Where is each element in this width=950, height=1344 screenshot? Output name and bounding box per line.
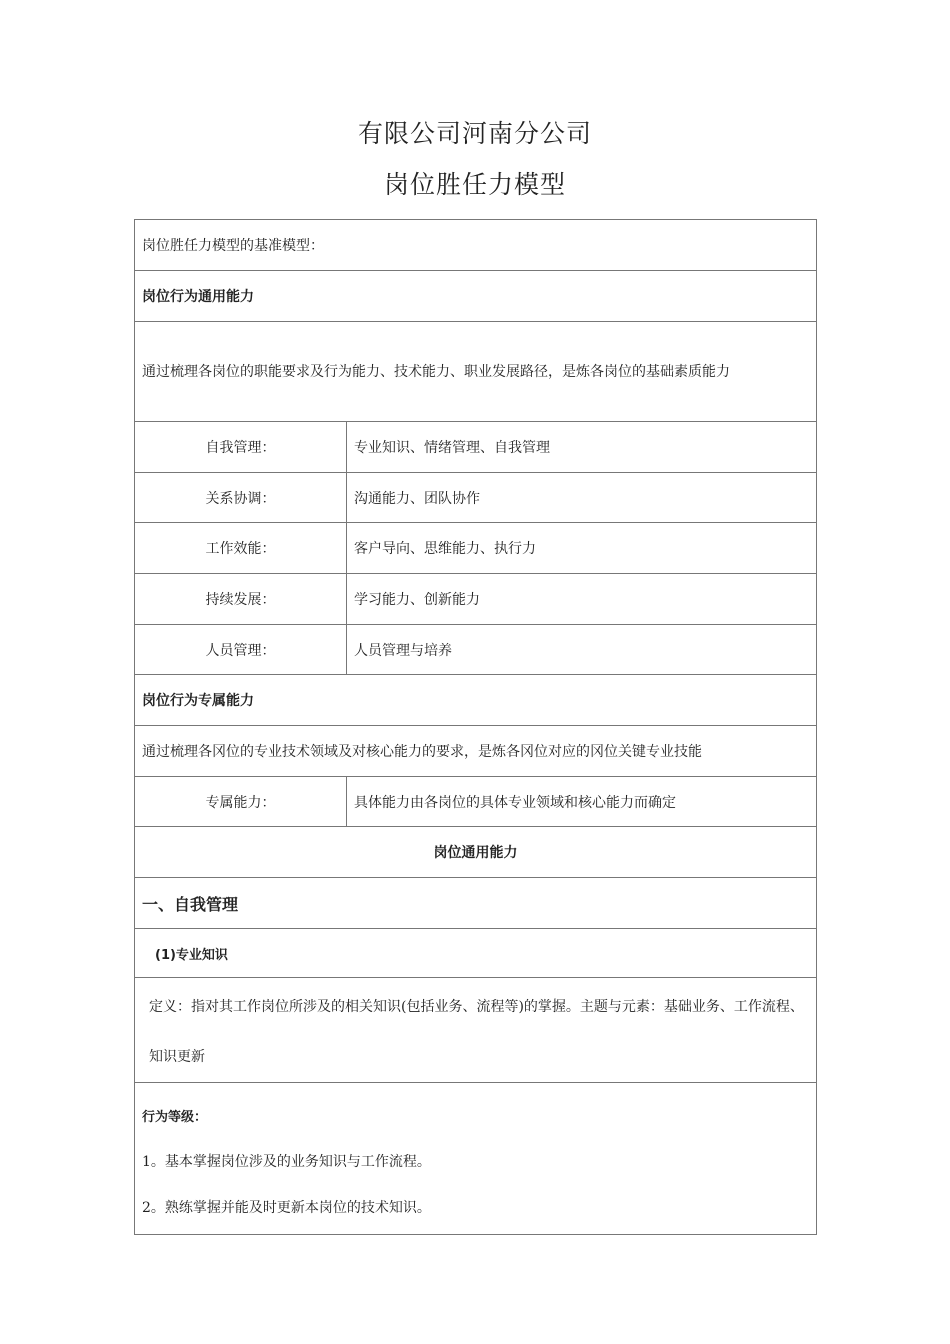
row-label: 关系协调： (135, 473, 347, 523)
row-value: 学习能力、创新能力 (347, 574, 817, 625)
self-management-heading: 一、自我管理 (135, 878, 817, 929)
row-value: 沟通能力、团队协作 (347, 473, 817, 523)
special-section-heading: 岗位行为专属能力 (135, 675, 817, 726)
knowledge-heading: (1)专业知识 (135, 929, 817, 978)
row-label: 自我管理： (135, 422, 347, 473)
table-row (135, 473, 817, 523)
row-value: 客户导向、思维能力、执行力 (347, 523, 817, 574)
level-item: 2。熟练掌握并能及时更新本岗位的技术知识。 (142, 1200, 431, 1216)
row-label: 专属能力： (135, 777, 347, 827)
competency-table (134, 219, 817, 1235)
row-label: 持续发展： (135, 574, 347, 625)
baseline-label: 岗位胜任力模型的基准模型： (135, 220, 817, 271)
special-section-desc: 通过梳理各冈位的专业技术领域及对核心能力的要求，是炼各冈位对应的冈位关键专业技能 (135, 726, 817, 777)
row-value: 具体能力由各岗位的具体专业领域和核心能力而确定 (347, 777, 817, 827)
table-row (135, 422, 817, 473)
row-label: 人员管理： (135, 625, 347, 675)
row-label: 工作效能： (135, 523, 347, 574)
document-title: 岗位胜任力模型 (383, 170, 566, 199)
row-value: 专业知识、情绪管理、自我管理 (347, 422, 817, 473)
level-item: 1。基本掌握岗位涉及的业务知识与工作流程。 (142, 1154, 431, 1170)
general-section-heading: 岗位行为通用能力 (135, 271, 817, 322)
row-value: 人员管理与培养 (347, 625, 817, 675)
general-section-desc: 通过梳理各岗位的职能要求及行为能力、技术能力、职业发展路径，是炼各岗位的基础素质能力 (135, 322, 817, 422)
table-row (135, 625, 817, 675)
levels-title: 行为等级： (142, 1110, 208, 1125)
company-title: 有限公司河南分公司 (357, 119, 592, 148)
common-ability-heading: 岗位通用能力 (135, 827, 817, 878)
definition-text: 定义：指对其工作岗位所涉及的相关知识(包括业务、流程等)的掌握。主题与元素：基础业务、工作流程、知识更新 (135, 978, 817, 1083)
behavior-levels (135, 1083, 817, 1235)
table-row (135, 777, 817, 827)
table-row (135, 523, 817, 574)
table-row (135, 574, 817, 625)
